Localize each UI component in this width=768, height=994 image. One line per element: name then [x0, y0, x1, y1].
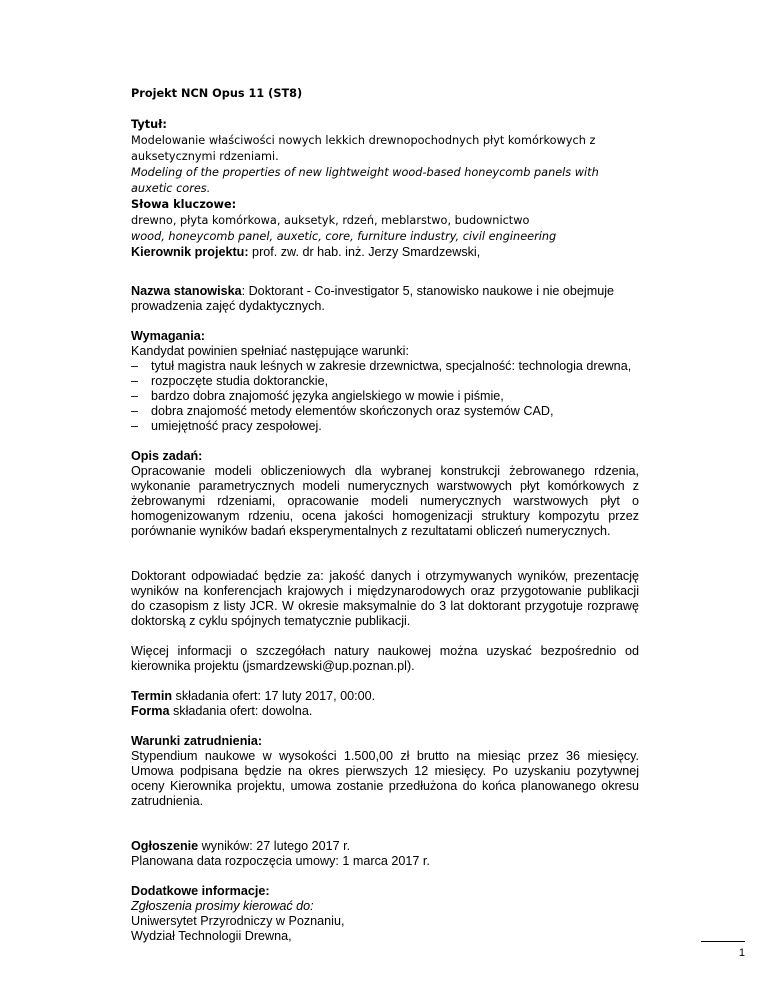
additional-info-note: Zgłoszenia prosimy kierować do:	[131, 899, 314, 913]
project-manager-value: prof. zw. dr hab. inż. Jerzy Smardzewski,	[248, 245, 481, 259]
submission-form	[131, 704, 639, 719]
list-item	[131, 374, 639, 389]
start-date: Planowana data rozpoczęcia umowy: 1 marca 2017 r.	[131, 854, 430, 868]
title-polish: Modelowanie właściwości nowych lekkich drewnopochodnych płyt komórkowych z auksetycznymi rdzeniami.	[131, 134, 596, 163]
title-label: Tytuł:	[131, 118, 167, 131]
dash-bullet: –	[131, 419, 139, 433]
faculty-name: Wydział Technologii Drewna,	[131, 929, 292, 943]
employment-text: Stypendium naukowe w wysokości 1.500,00 zł brutto na miesiąc przez 36 miesięcy. Umowa podpisana będzie na okres pierwszych 12 miesięcy. Po uzyskaniu pozytywnej oceny Kierownika projektu, umowa zostanie przedłużona do końca planowanego okresu zatrudnienia.	[131, 749, 639, 808]
document-body	[131, 86, 639, 944]
requirements-list	[131, 359, 639, 434]
more-info-text: Więcej informacji o szczegółach natury naukowej można uzyskać bezpośrednio od kierownika projektu (jsmardzewski@up.poznan.pl).	[131, 644, 639, 673]
keywords-polish: drewno, płyta komórkowa, auksetyk, rdzeń, meblarstwo, budownictwo	[131, 214, 530, 227]
dash-bullet: –	[131, 359, 139, 373]
keywords-label: Słowa kluczowe:	[131, 198, 237, 211]
tasks-text: Opracowanie modeli obliczeniowych dla wybranej konstrukcji żebrowanego rdzenia, wykonanie parametrycznych modeli numerycznych warstwowych płyt komórkowych z żebrowanymi rdzeniami, opracowanie modeli numerycznych warstwowych płyt o homogenizowanym rdzeniu, ocena jakości homogenizacji struktury kompozytu przez porównanie wyników badań eksperymentalnych z rezultatami obliczeń numerycznych.	[131, 464, 639, 538]
additional-info-label: Dodatkowe informacje:	[131, 884, 270, 898]
project-manager-label: Kierownik projektu:	[131, 245, 249, 259]
list-item	[131, 359, 639, 374]
dash-bullet: –	[131, 374, 139, 388]
list-item-text: bardzo dobra znajomość języka angielskiego w mowie i piśmie,	[151, 389, 504, 403]
list-item-text: tytuł magistra nauk leśnych w zakresie drzewnictwa, specjalność: technologia drewna,	[151, 359, 632, 373]
list-item-text: rozpoczęte studia doktoranckie,	[151, 374, 329, 388]
requirements-label: Wymagania:	[131, 329, 205, 343]
project-manager	[131, 245, 639, 260]
title-english: Modeling of the properties of new lightweight wood-based honeycomb panels with auxetic cores.	[131, 166, 599, 195]
tasks-label: Opis zadań:	[131, 449, 203, 463]
dash-bullet: –	[131, 404, 139, 418]
announcement-label: Ogłoszenie	[131, 839, 199, 853]
deadline-value: składania ofert: 17 luty 2017, 00:00.	[172, 689, 376, 703]
position-label: Nazwa stanowiska	[131, 284, 242, 298]
page-number: 1	[738, 947, 745, 959]
announcement	[131, 839, 639, 854]
footer-divider	[701, 941, 745, 942]
submission-form-label: Forma	[131, 704, 170, 718]
responsibilities-text: Doktorant odpowiadać będzie za: jakość danych i otrzymywanych wyników, prezentację wyników na konferencjach krajowych i międzynarodowych oraz przygotowanie publikacji do czasopism z listy JCR. W okresie maksymalnie do 3 lat doktorant przygotuje rozprawę doktorską z cyklu spójnych tematycznie publikacji.	[131, 569, 639, 628]
keywords-english: wood, honeycomb panel, auxetic, core, furniture industry, civil engineering	[131, 230, 557, 243]
list-item	[131, 404, 639, 419]
announcement-value: wyników: 27 lutego 2017 r.	[198, 839, 351, 853]
employment-label: Warunki zatrudnienia:	[131, 734, 263, 748]
university-name: Uniwersytet Przyrodniczy w Poznaniu,	[131, 914, 345, 928]
dash-bullet: –	[131, 389, 139, 403]
requirements-intro: Kandydat powinien spełniać następujące warunki:	[131, 344, 409, 358]
document-title: Projekt NCN Opus 11 (ST8)	[131, 87, 303, 100]
list-item	[131, 419, 639, 434]
submission-form-value: składania ofert: dowolna.	[169, 704, 313, 718]
position-value: : Doktorant - Co-investigator 5, stanowisko naukowe i nie obejmuje prowadzenia zajęć dydaktycznych.	[131, 284, 614, 313]
position	[131, 284, 639, 314]
deadline-label: Termin	[131, 689, 173, 703]
list-item-text: dobra znajomość metody elementów skończonych oraz systemów CAD,	[151, 404, 554, 418]
deadline	[131, 689, 639, 704]
list-item-text: umiejętność pracy zespołowej.	[151, 419, 322, 433]
list-item	[131, 389, 639, 404]
